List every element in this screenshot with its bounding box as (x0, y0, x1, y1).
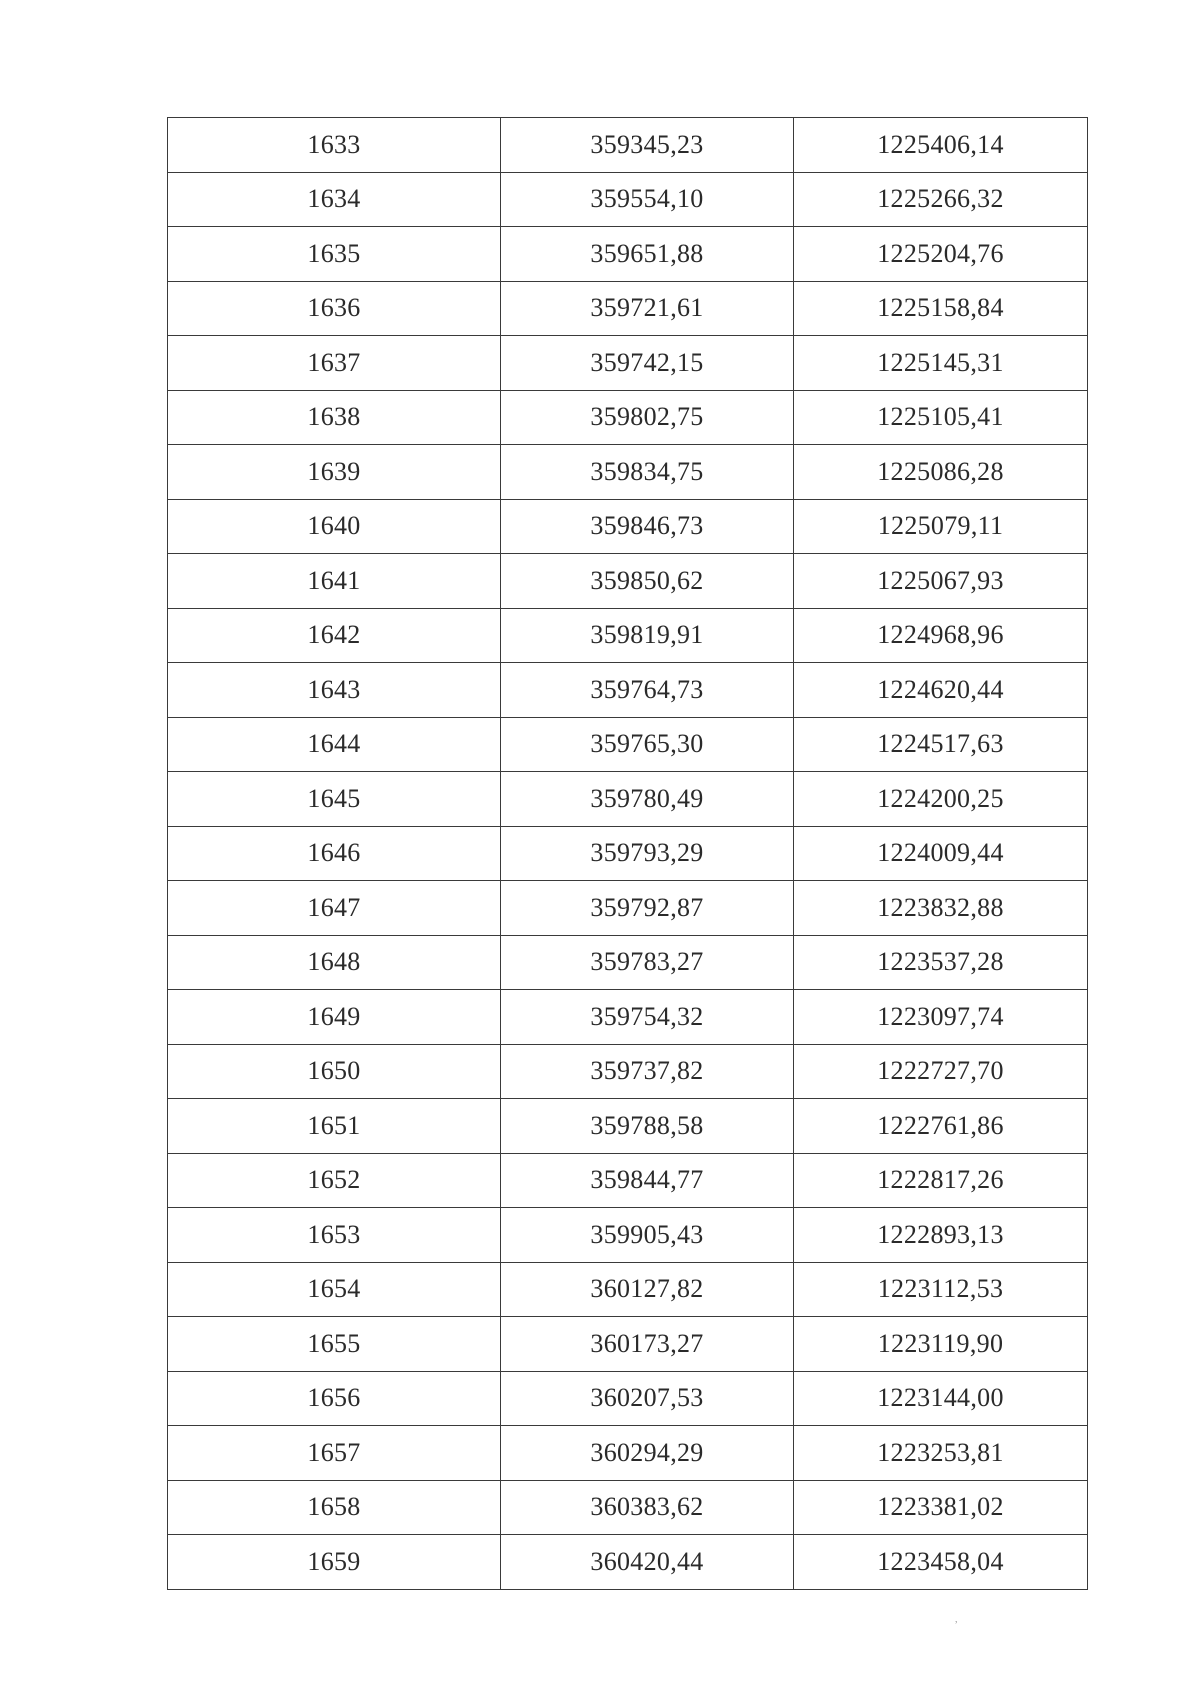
x-coordinate-cell: 359788,58 (501, 1099, 794, 1154)
coordinates-table (167, 117, 1088, 1590)
x-coordinate-cell: 359844,77 (501, 1153, 794, 1208)
x-coordinate-cell: 360383,62 (501, 1480, 794, 1535)
table-row (168, 935, 1088, 990)
y-coordinate-cell: 1225079,11 (794, 499, 1088, 554)
x-coordinate-cell: 359765,30 (501, 717, 794, 772)
point-number-cell: 1637 (168, 336, 501, 391)
table-row (168, 772, 1088, 827)
point-number-cell: 1643 (168, 663, 501, 718)
point-number-cell: 1659 (168, 1535, 501, 1590)
point-number-cell: 1642 (168, 608, 501, 663)
table-row (168, 1099, 1088, 1154)
y-coordinate-cell: 1223458,04 (794, 1535, 1088, 1590)
x-coordinate-cell: 359742,15 (501, 336, 794, 391)
x-coordinate-cell: 359792,87 (501, 881, 794, 936)
y-coordinate-cell: 1223144,00 (794, 1371, 1088, 1426)
y-coordinate-cell: 1224200,25 (794, 772, 1088, 827)
y-coordinate-cell: 1223097,74 (794, 990, 1088, 1045)
x-coordinate-cell: 359819,91 (501, 608, 794, 663)
x-coordinate-cell: 359651,88 (501, 227, 794, 282)
x-coordinate-cell: 359850,62 (501, 554, 794, 609)
table-row (168, 445, 1088, 500)
table-row (168, 1317, 1088, 1372)
table-row (168, 499, 1088, 554)
point-number-cell: 1641 (168, 554, 501, 609)
table-row (168, 118, 1088, 173)
x-coordinate-cell: 359345,23 (501, 118, 794, 173)
x-coordinate-cell: 359754,32 (501, 990, 794, 1045)
x-coordinate-cell: 359764,73 (501, 663, 794, 718)
table-row (168, 227, 1088, 282)
point-number-cell: 1653 (168, 1208, 501, 1263)
table-row (168, 1371, 1088, 1426)
x-coordinate-cell: 359721,61 (501, 281, 794, 336)
table-row (168, 172, 1088, 227)
y-coordinate-cell: 1222727,70 (794, 1044, 1088, 1099)
point-number-cell: 1658 (168, 1480, 501, 1535)
table-row (168, 608, 1088, 663)
table-row (168, 1153, 1088, 1208)
y-coordinate-cell: 1223832,88 (794, 881, 1088, 936)
table-row (168, 1535, 1088, 1590)
point-number-cell: 1655 (168, 1317, 501, 1372)
y-coordinate-cell: 1225105,41 (794, 390, 1088, 445)
table-row (168, 281, 1088, 336)
y-coordinate-cell: 1225145,31 (794, 336, 1088, 391)
x-coordinate-cell: 360294,29 (501, 1426, 794, 1481)
table-row (168, 1480, 1088, 1535)
point-number-cell: 1657 (168, 1426, 501, 1481)
point-number-cell: 1638 (168, 390, 501, 445)
x-coordinate-cell: 359802,75 (501, 390, 794, 445)
x-coordinate-cell: 360127,82 (501, 1262, 794, 1317)
point-number-cell: 1650 (168, 1044, 501, 1099)
point-number-cell: 1649 (168, 990, 501, 1045)
point-number-cell: 1656 (168, 1371, 501, 1426)
table-row (168, 554, 1088, 609)
point-number-cell: 1646 (168, 826, 501, 881)
x-coordinate-cell: 359905,43 (501, 1208, 794, 1263)
x-coordinate-cell: 360420,44 (501, 1535, 794, 1590)
point-number-cell: 1634 (168, 172, 501, 227)
y-coordinate-cell: 1223381,02 (794, 1480, 1088, 1535)
x-coordinate-cell: 359737,82 (501, 1044, 794, 1099)
table-row (168, 336, 1088, 391)
table-row (168, 390, 1088, 445)
y-coordinate-cell: 1223253,81 (794, 1426, 1088, 1481)
x-coordinate-cell: 359780,49 (501, 772, 794, 827)
y-coordinate-cell: 1223112,53 (794, 1262, 1088, 1317)
point-number-cell: 1645 (168, 772, 501, 827)
y-coordinate-cell: 1222817,26 (794, 1153, 1088, 1208)
y-coordinate-cell: 1223119,90 (794, 1317, 1088, 1372)
point-number-cell: 1654 (168, 1262, 501, 1317)
y-coordinate-cell: 1224517,63 (794, 717, 1088, 772)
x-coordinate-cell: 359783,27 (501, 935, 794, 990)
y-coordinate-cell: 1225158,84 (794, 281, 1088, 336)
table-row (168, 881, 1088, 936)
point-number-cell: 1639 (168, 445, 501, 500)
point-number-cell: 1635 (168, 227, 501, 282)
y-coordinate-cell: 1224968,96 (794, 608, 1088, 663)
point-number-cell: 1640 (168, 499, 501, 554)
y-coordinate-cell: 1223537,28 (794, 935, 1088, 990)
table-row (168, 826, 1088, 881)
scan-speck: , (955, 1614, 958, 1625)
y-coordinate-cell: 1222761,86 (794, 1099, 1088, 1154)
y-coordinate-cell: 1224009,44 (794, 826, 1088, 881)
y-coordinate-cell: 1225086,28 (794, 445, 1088, 500)
point-number-cell: 1651 (168, 1099, 501, 1154)
y-coordinate-cell: 1222893,13 (794, 1208, 1088, 1263)
point-number-cell: 1636 (168, 281, 501, 336)
point-number-cell: 1633 (168, 118, 501, 173)
point-number-cell: 1648 (168, 935, 501, 990)
table-row (168, 1262, 1088, 1317)
x-coordinate-cell: 359846,73 (501, 499, 794, 554)
x-coordinate-cell: 359793,29 (501, 826, 794, 881)
y-coordinate-cell: 1225204,76 (794, 227, 1088, 282)
table-row (168, 1426, 1088, 1481)
table-row (168, 1208, 1088, 1263)
point-number-cell: 1647 (168, 881, 501, 936)
y-coordinate-cell: 1225067,93 (794, 554, 1088, 609)
table-row (168, 990, 1088, 1045)
y-coordinate-cell: 1225266,32 (794, 172, 1088, 227)
table-row (168, 1044, 1088, 1099)
y-coordinate-cell: 1224620,44 (794, 663, 1088, 718)
point-number-cell: 1644 (168, 717, 501, 772)
table-row (168, 663, 1088, 718)
x-coordinate-cell: 359554,10 (501, 172, 794, 227)
table-row (168, 717, 1088, 772)
x-coordinate-cell: 360207,53 (501, 1371, 794, 1426)
coordinates-table-body (168, 118, 1088, 1590)
x-coordinate-cell: 359834,75 (501, 445, 794, 500)
point-number-cell: 1652 (168, 1153, 501, 1208)
x-coordinate-cell: 360173,27 (501, 1317, 794, 1372)
y-coordinate-cell: 1225406,14 (794, 118, 1088, 173)
